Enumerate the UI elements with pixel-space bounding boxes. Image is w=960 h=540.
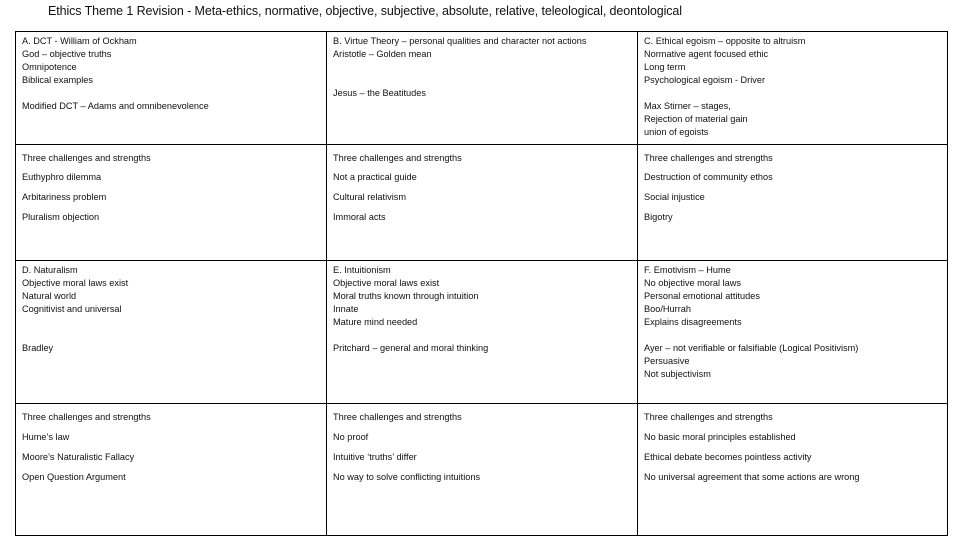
cell-line: Euthyphro dilemma <box>22 172 102 182</box>
cell-line: Intuitive ‘truths’ differ <box>333 452 417 462</box>
cell-line: Moral truths known through intuition <box>333 291 479 301</box>
cell-line <box>333 61 631 74</box>
cell-line: Destruction of community ethos <box>644 172 773 182</box>
cell-line: Bigotry <box>644 212 673 222</box>
cell-line: Modified DCT – Adams and omnibenevolence <box>22 101 209 111</box>
cell-line: Cognitivist and universal <box>22 304 122 314</box>
cell-line: Immoral acts <box>333 212 386 222</box>
cell-line: Mature mind needed <box>333 317 418 327</box>
cell-line: Social injustice <box>644 192 705 202</box>
cell-line: Biblical examples <box>22 75 93 85</box>
cell-dct-challenges <box>16 145 327 261</box>
cell-emotivism-challenges <box>638 404 947 535</box>
cell-line <box>644 87 941 100</box>
cell-virtue-challenges <box>327 145 638 261</box>
cell-egoism-challenges <box>638 145 947 261</box>
cell-line: Objective moral laws exist <box>333 278 440 288</box>
cell-line: Omnipotence <box>22 62 77 72</box>
cell-naturalism-challenges <box>16 404 327 535</box>
cell-line: Three challenges and strengths <box>644 153 773 163</box>
cell-virtue-theory <box>327 32 638 145</box>
cell-line: Max Stirner – stages, <box>644 101 731 111</box>
cell-line: No way to solve conflicting intuitions <box>333 472 481 482</box>
cell-line: Ethical debate becomes pointless activity <box>644 452 812 462</box>
cell-line: Jesus – the Beatitudes <box>333 88 426 98</box>
cell-line <box>333 329 631 342</box>
cell-line: Bradley <box>22 343 54 353</box>
cell-line: Moore’s Naturalistic Fallacy <box>22 452 135 462</box>
cell-line: Objective moral laws exist <box>22 278 129 288</box>
cell-line: Personal emotional attitudes <box>644 291 760 301</box>
cell-emotivism <box>638 261 947 404</box>
page-title: Ethics Theme 1 Revision - Meta-ethics, normative, objective, subjective, absolute, relative, teleological, deontological <box>48 4 682 18</box>
revision-table <box>15 31 948 536</box>
cell-line: Explains disagreements <box>644 317 742 327</box>
cell-intuitionism <box>327 261 638 404</box>
cell-line: F. Emotivism – Hume <box>644 265 731 275</box>
cell-line: Three challenges and strengths <box>644 412 773 422</box>
cell-line: Rejection of material gain <box>644 114 748 124</box>
cell-line: Long term <box>644 62 686 72</box>
cell-line: Hume’s law <box>22 432 70 442</box>
cell-line <box>333 74 631 87</box>
cell-line: No proof <box>333 432 369 442</box>
cell-line: A. DCT - William of Ockham <box>22 36 137 46</box>
cell-line: Cultural relativism <box>333 192 407 202</box>
cell-line: Three challenges and strengths <box>22 412 151 422</box>
cell-line: Boo/Hurrah <box>644 304 691 314</box>
cell-line: Pritchard – general and moral thinking <box>333 343 489 353</box>
cell-line: D. Naturalism <box>22 265 78 275</box>
cell-divine-command-theory <box>16 32 327 145</box>
cell-line: E. Intuitionism <box>333 265 391 275</box>
cell-line: B. Virtue Theory – personal qualities and character not actions <box>333 36 587 46</box>
cell-line: Three challenges and strengths <box>333 153 462 163</box>
cell-line: Innate <box>333 304 359 314</box>
cell-line <box>22 329 320 342</box>
cell-line: Open Question Argument <box>22 472 126 482</box>
cell-line <box>644 329 941 342</box>
cell-line <box>22 316 320 329</box>
cell-naturalism <box>16 261 327 404</box>
cell-line: Not a practical guide <box>333 172 417 182</box>
cell-line: Natural world <box>22 291 77 301</box>
cell-line: Three challenges and strengths <box>333 412 462 422</box>
cell-line: Three challenges and strengths <box>22 153 151 163</box>
cell-line: Pluralism objection <box>22 212 100 222</box>
cell-line: No objective moral laws <box>644 278 742 288</box>
cell-line: Persuasive <box>644 356 690 366</box>
cell-line: No universal agreement that some actions are wrong <box>644 472 860 482</box>
cell-line: Psychological egoism - Driver <box>644 75 766 85</box>
cell-line: God – objective truths <box>22 49 112 59</box>
cell-line: Not subjectivism <box>644 369 711 379</box>
cell-line: Arbitariness problem <box>22 192 107 202</box>
cell-line: Aristotle – Golden mean <box>333 49 432 59</box>
cell-line: No basic moral principles established <box>644 432 796 442</box>
cell-line: Normative agent focused ethic <box>644 49 769 59</box>
cell-intuitionism-challenges <box>327 404 638 535</box>
cell-line: union of egoists <box>644 127 709 137</box>
cell-line: C. Ethical egoism – opposite to altruism <box>644 36 806 46</box>
cell-line: Ayer – not verifiable or falsifiable (Logical Positivism) <box>644 343 859 353</box>
cell-line <box>22 87 320 100</box>
cell-ethical-egoism <box>638 32 947 145</box>
